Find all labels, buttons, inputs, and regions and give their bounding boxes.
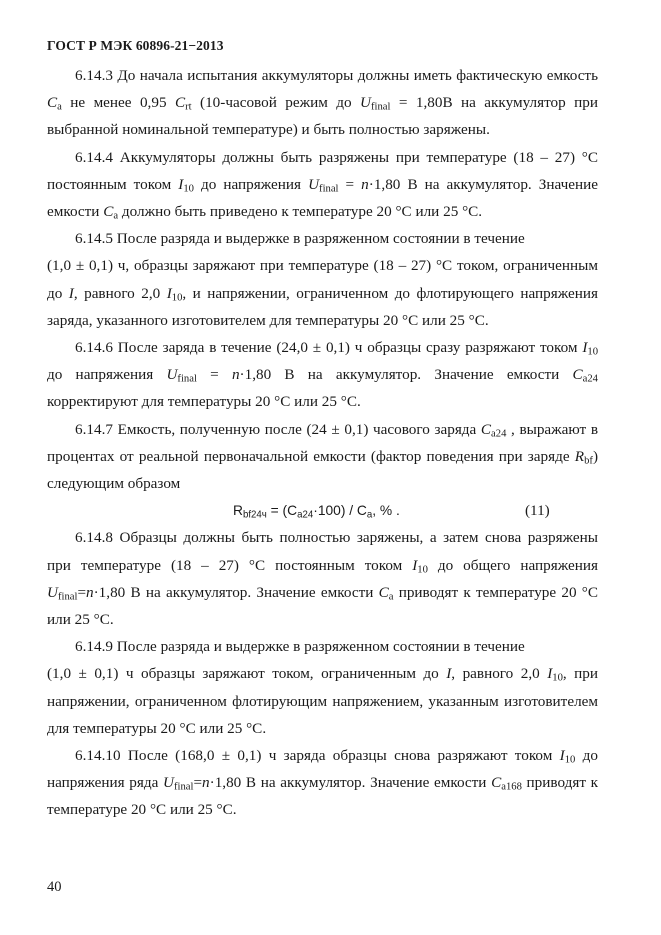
paragraph-6-14-5-continued: (1,0 ± 0,1) ч, образцы заряжают при температуре (18 – 27) °С током, ограниченным до I, равного 2,0 $I_{10}$, и напряжении, ограниченном до флотирующего напряжения заряда, указанного изготовителем для температуры 20 °С или 25 °С. xyxy=(47,257,598,329)
formula-11 xyxy=(47,497,598,524)
formula-number: (11) xyxy=(525,502,550,520)
formula-expression: $R_{bf24ч} = (C_{a24}\cdot 100) / C_a$, % . xyxy=(233,503,400,521)
paragraph-6-14-9-continued: (1,0 ± 0,1) ч образцы заряжают током, ограниченным до I, равного 2,0 $I_{10}$, при напряжении, ограниченном флотирующим напряжением, указанным изготовителем для температуры 20 °С или 25 °С. xyxy=(47,665,598,737)
paragraph-6-14-4: 6.14.4 Аккумуляторы должны быть разряжены при температуре (18 – 27) °С постоянным током $I_{10}$ до напряжения $U_{final} = n\cdot 1,80$ В на аккумулятор. Значение емкости $C_a$ должно быть приведено к температуре 20 °С или 25 °С. xyxy=(47,148,598,222)
paragraph-6-14-8: 6.14.8 Образцы должны быть полностью заряжены, а затем снова разряжены при температуре (18 – 27) °С постоянным током $I_{10}$ до общего напряжения $U_{final}=n\cdot 1,80$ В на аккумулятор. Значение емкости $C_a$ приводят к температуре 20 °С или 25 °С. xyxy=(47,529,599,629)
page-number: 40 xyxy=(47,879,62,895)
paragraph-6-14-10: 6.14.10 После (168,0 ± 0,1) ч заряда образцы снова разряжают током $I_{10}$ до напряжения ряда $U_{final}=n\cdot 1,80$ В на аккумулятор. Значение емкости $C_{a168}$ приводят к температуре 20 °С или 25 °С. xyxy=(47,747,599,819)
paragraph-6-14-3: 6.14.3 До начала испытания аккумуляторы должны иметь фактическую емкость $C_a$ не менее 0,95 $C_{rt}$ (10-часовой режим до $U_{final} = 1,80В$ на аккумулятор при выбранной номинальной температуре) и быть полностью заряжены. xyxy=(47,67,598,139)
paragraph-6-14-6: 6.14.6 После заряда в течение (24,0 ± 0,1) ч образцы сразу разряжают током $I_{10}$ до напряжения $U_{final} = n\cdot 1,80$ В на аккумулятор. Значение емкости $C_{a24}$ корректируют для температуры 20 °С или 25 °С. xyxy=(47,339,598,411)
document-body xyxy=(47,62,598,824)
paragraph-6-14-5: 6.14.5 После разряда и выдержке в разряженном состоянии в течение xyxy=(75,230,525,248)
paragraph-6-14-7: 6.14.7 Емкость, полученную после (24 ± 0,1) часового заряда $C_{a24}$ , выражают в процентах от реальной первоначальной емкости (фактор поведения при заряде $R_{bf}$) следующим образом xyxy=(47,420,598,493)
paragraph-6-14-9: 6.14.9 После разряда и выдержке в разряженном состоянии в течение xyxy=(75,638,525,656)
document-header: ГОСТ Р МЭК 60896-21−2013 xyxy=(47,38,224,53)
